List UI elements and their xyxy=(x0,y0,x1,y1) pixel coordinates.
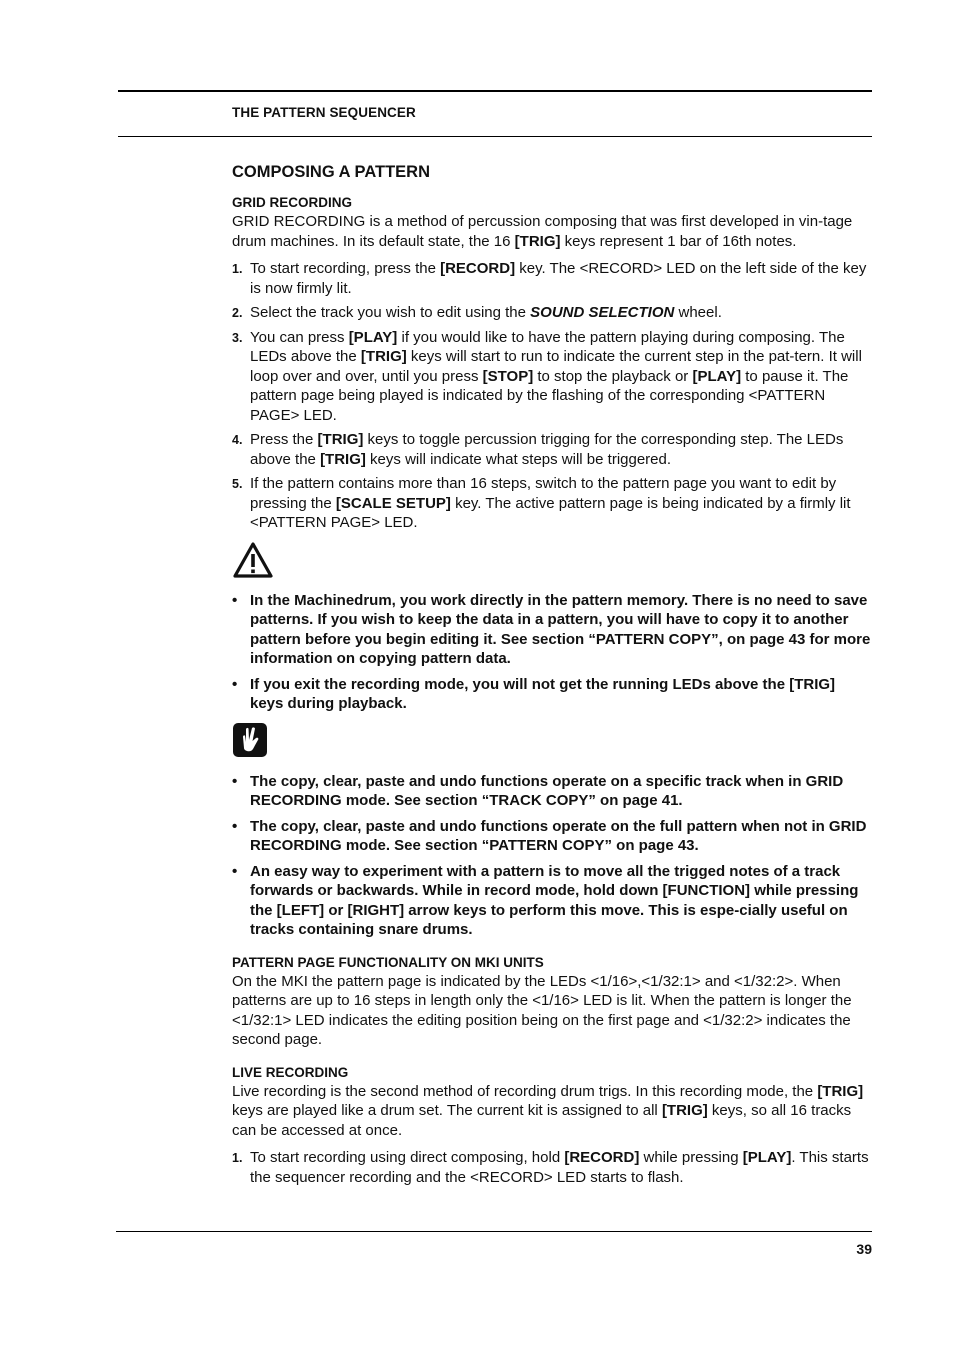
list-item: • If you exit the recording mode, you will not get the running LEDs above the [TRIG] keys during playback. xyxy=(232,675,836,712)
list-item: 4. Press the [TRIG] keys to toggle percussion trigging for the corresponding step. The LEDs above the [TRIG] keys will indicate what steps will be triggered. xyxy=(232,431,844,468)
step-number: 2. xyxy=(232,306,243,320)
hand-tip-icon xyxy=(232,722,872,762)
list-item: 3. You can press [PLAY] if you would like to have the pattern playing during composing. The LEDs above the [TRIG] keys will start to run to indicate the current step in the pat-tern. It will loop over and over, until you press [STOP] to stop the playback or [PLAY] to pause it. The pattern page being played is indicated by the flashing of the corresponding <PATTERN PAGE> LED. xyxy=(232,328,862,424)
step-number: 4. xyxy=(232,433,243,447)
live-recording-heading: LIVE RECORDING xyxy=(232,1064,349,1080)
live-recording-intro: Live recording is the second method of recording drum trigs. In this recording mode, the [TRIG] keys are played like a drum set. The current kit is assigned to all [TRIG] keys, so all 16 tracks can be accessed at once. xyxy=(232,1082,864,1139)
mki-heading: PATTERN PAGE FUNCTIONALITY ON MKI UNITS xyxy=(232,954,544,970)
warning-notes xyxy=(232,591,872,714)
list-item: • The copy, clear, paste and undo functions operate on a specific track when in GRID RECORDING mode. See section “TRACK COPY” on page 41. xyxy=(232,772,844,809)
footer-rule xyxy=(116,1231,872,1232)
page-content xyxy=(232,163,872,1192)
step-number: 1. xyxy=(232,262,243,276)
warning-icon xyxy=(232,541,872,581)
step-number: 1. xyxy=(232,1151,243,1165)
list-item: • An easy way to experiment with a pattern is to move all the trigged notes of a track forwards or backwards. While in record mode, hold down [FUNCTION] while pressing the [LEFT] or [RIGHT] arrow keys to perform this move. This is espe-cially useful on tracks containing snare drums. xyxy=(232,862,859,938)
grid-recording-intro: GRID RECORDING is a method of percussion composing that was first developed in vin-tage drum machines. In its default state, the 16 [TRIG] keys represent 1 bar of 16th notes. xyxy=(232,213,853,250)
grid-recording-steps xyxy=(232,259,872,533)
page-number: 39 xyxy=(856,1241,872,1257)
list-item: 5. If the pattern contains more than 16 steps, switch to the pattern page you want to edit by pressing the [SCALE SETUP] key. The active pattern page is being indicated by a firmly lit <PATTERN PAGE> LED. xyxy=(232,475,851,531)
list-item: • The copy, clear, paste and undo functions operate on the full pattern when not in GRID RECORDING mode. See section “PATTERN COPY” on page 43. xyxy=(232,817,867,854)
section-header: THE PATTERN SEQUENCER xyxy=(232,105,416,120)
list-item: 1. To start recording, press the [RECORD] key. The <RECORD> LED on the left side of the key is now firmly lit. xyxy=(232,260,867,297)
list-item: 2. Select the track you wish to edit using the SOUND SELECTION wheel. xyxy=(232,303,872,323)
live-recording-steps xyxy=(232,1148,872,1187)
mki-body: On the MKI the pattern page is indicated by the LEDs <1/16>,<1/32:1> and <1/32:2>. When patterns are up to 16 steps in length only the <1/16> LED is lit. When the pattern is longer the <1/32:1> LED indicates the editing position being on the first page and <1/32:2> indicates the second page. xyxy=(232,972,852,1048)
page-title: COMPOSING A PATTERN xyxy=(232,163,430,181)
list-item: • In the Machinedrum, you work directly in the pattern memory. There is no need to save patterns. If you wish to keep the data in a pattern, you will have to copy it to another pattern before you begin editing it. See section “PATTERN COPY”, on page 43 for more information on copying pattern data. xyxy=(232,591,871,667)
header-rule-top xyxy=(118,90,872,92)
step-number: 3. xyxy=(232,330,243,345)
step-number: 5. xyxy=(232,477,243,491)
grid-recording-heading: GRID RECORDING xyxy=(232,195,353,210)
tip-notes xyxy=(232,772,872,940)
header-rule-bottom xyxy=(118,136,872,137)
list-item: 1. To start recording using direct composing, hold [RECORD] while pressing [PLAY]. This starts the sequencer recording and the <RECORD> LED starts to flash. xyxy=(232,1149,869,1186)
